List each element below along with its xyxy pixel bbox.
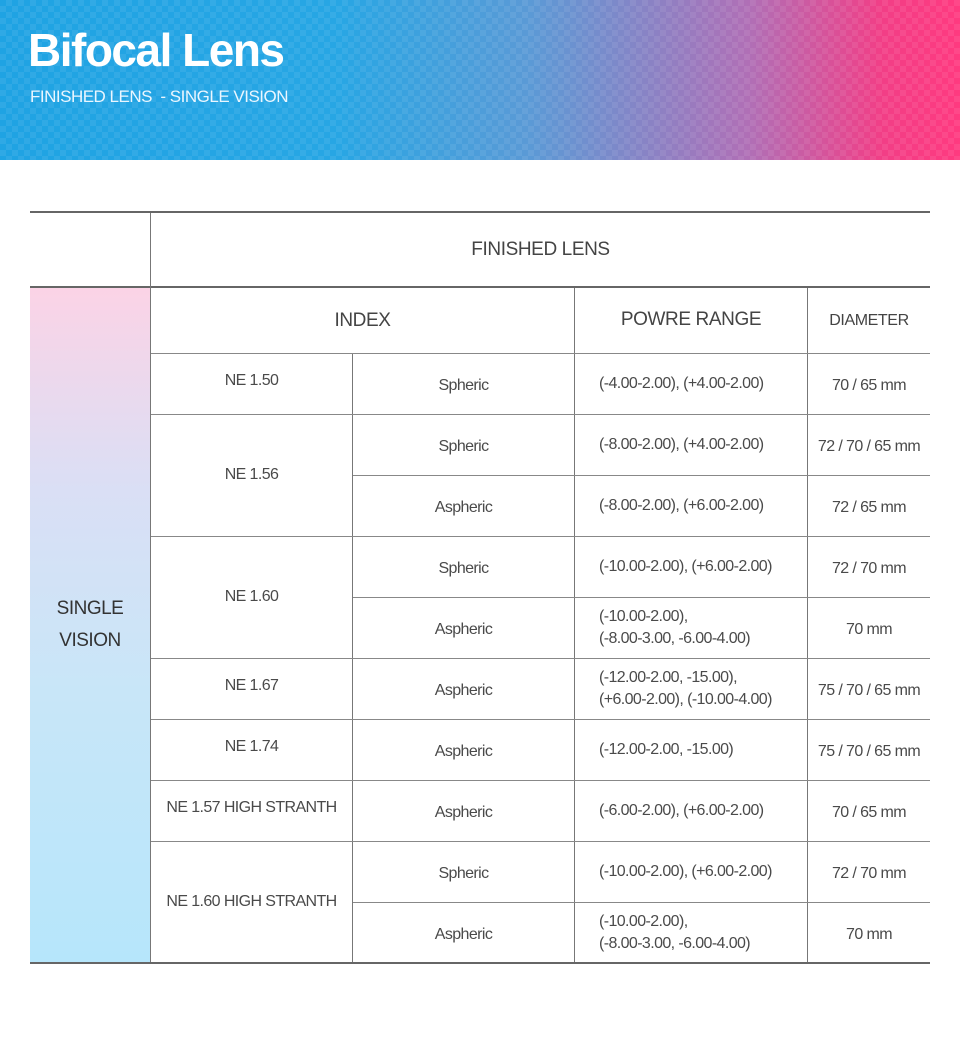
category-label xyxy=(50,593,130,657)
power-range-line: (-8.00-3.00, -6.00-4.00) xyxy=(599,934,751,952)
index-cell: NE 1.57 HIGH STRANTH xyxy=(166,798,337,816)
index-cell: NE 1.56 xyxy=(224,466,279,483)
power-range-line: (-12.00-2.00, -15.00), xyxy=(599,668,737,686)
index-cell: NE 1.60 xyxy=(224,588,279,605)
page-title: Bifocal Lens xyxy=(28,24,284,76)
lens-type-cell: Spheric xyxy=(438,864,489,882)
lens-type-cell: Aspheric xyxy=(434,681,493,699)
lens-type-cell: Aspheric xyxy=(434,742,493,760)
diameter-cell: 72 / 70 / 65 mm xyxy=(817,437,921,455)
page-subtitle: FINISHED LENS - SINGLE VISION xyxy=(30,87,289,106)
power-range-cell xyxy=(575,902,807,963)
lens-type-cell: Spheric xyxy=(438,437,489,455)
category-cell xyxy=(30,288,150,962)
diameter-cell: 70 mm xyxy=(846,620,892,638)
diameter-cell: 70 / 65 mm xyxy=(831,803,907,821)
power-range-cell xyxy=(575,841,807,902)
power-range-line: (-6.00-2.00), (+6.00-2.00) xyxy=(599,801,764,819)
power-range-cell xyxy=(575,597,807,658)
diameter-cell: 70 / 65 mm xyxy=(831,376,907,394)
power-range-cell xyxy=(575,719,807,780)
index-cell: NE 1.74 xyxy=(224,737,279,755)
power-range-cell xyxy=(575,780,807,841)
diameter-cell: 72 / 65 mm xyxy=(831,498,907,516)
category-label-line: SINGLE xyxy=(56,598,124,619)
diameter-cell: 75 / 70 / 65 mm xyxy=(817,742,921,760)
index-cell: NE 1.60 HIGH STRANTH xyxy=(166,893,337,910)
diameter-cell: 72 / 70 mm xyxy=(831,559,907,577)
lens-type-cell: Spheric xyxy=(438,376,489,394)
power-range-line: (-12.00-2.00, -15.00) xyxy=(599,740,734,758)
power-range-line: (+6.00-2.00), (-10.00-4.00) xyxy=(599,690,772,708)
lens-type-cell: Aspheric xyxy=(434,620,493,638)
power-range-line: (-10.00-2.00), xyxy=(599,912,688,930)
header-banner xyxy=(0,0,960,160)
power-range-line: (-8.00-2.00), (+4.00-2.00) xyxy=(599,435,764,453)
index-cell: NE 1.67 xyxy=(224,676,279,694)
column-header-index: INDEX xyxy=(334,309,391,331)
power-range-line: (-4.00-2.00), (+4.00-2.00) xyxy=(599,374,764,392)
index-cell: NE 1.50 xyxy=(224,371,279,389)
lens-type-cell: Spheric xyxy=(438,559,489,577)
lens-type-cell: Aspheric xyxy=(434,925,493,943)
power-range-line: (-10.00-2.00), xyxy=(599,607,688,625)
column-header-power-range: POWRE RANGE xyxy=(620,308,762,330)
power-range-cell xyxy=(575,536,807,597)
power-range-line: (-10.00-2.00), (+6.00-2.00) xyxy=(599,862,772,880)
power-range-line: (-10.00-2.00), (+6.00-2.00) xyxy=(599,557,772,575)
power-range-cell xyxy=(575,353,807,414)
diameter-cell: 75 / 70 / 65 mm xyxy=(817,681,921,699)
power-range-line: (-8.00-2.00), (+6.00-2.00) xyxy=(599,496,764,514)
lens-type-cell: Aspheric xyxy=(434,803,493,821)
power-range-line: (-8.00-3.00, -6.00-4.00) xyxy=(599,629,751,647)
column-header-diameter: DIAMETER xyxy=(829,311,909,329)
diameter-cell: 72 / 70 mm xyxy=(831,864,907,882)
lens-type-cell: Aspheric xyxy=(434,498,493,516)
power-range-cell xyxy=(575,475,807,536)
category-label-line: VISION xyxy=(59,630,121,651)
group-header: FINISHED LENS xyxy=(471,238,610,260)
diameter-cell: 70 mm xyxy=(846,925,892,943)
power-range-cell xyxy=(575,658,807,719)
power-range-cell xyxy=(575,414,807,475)
